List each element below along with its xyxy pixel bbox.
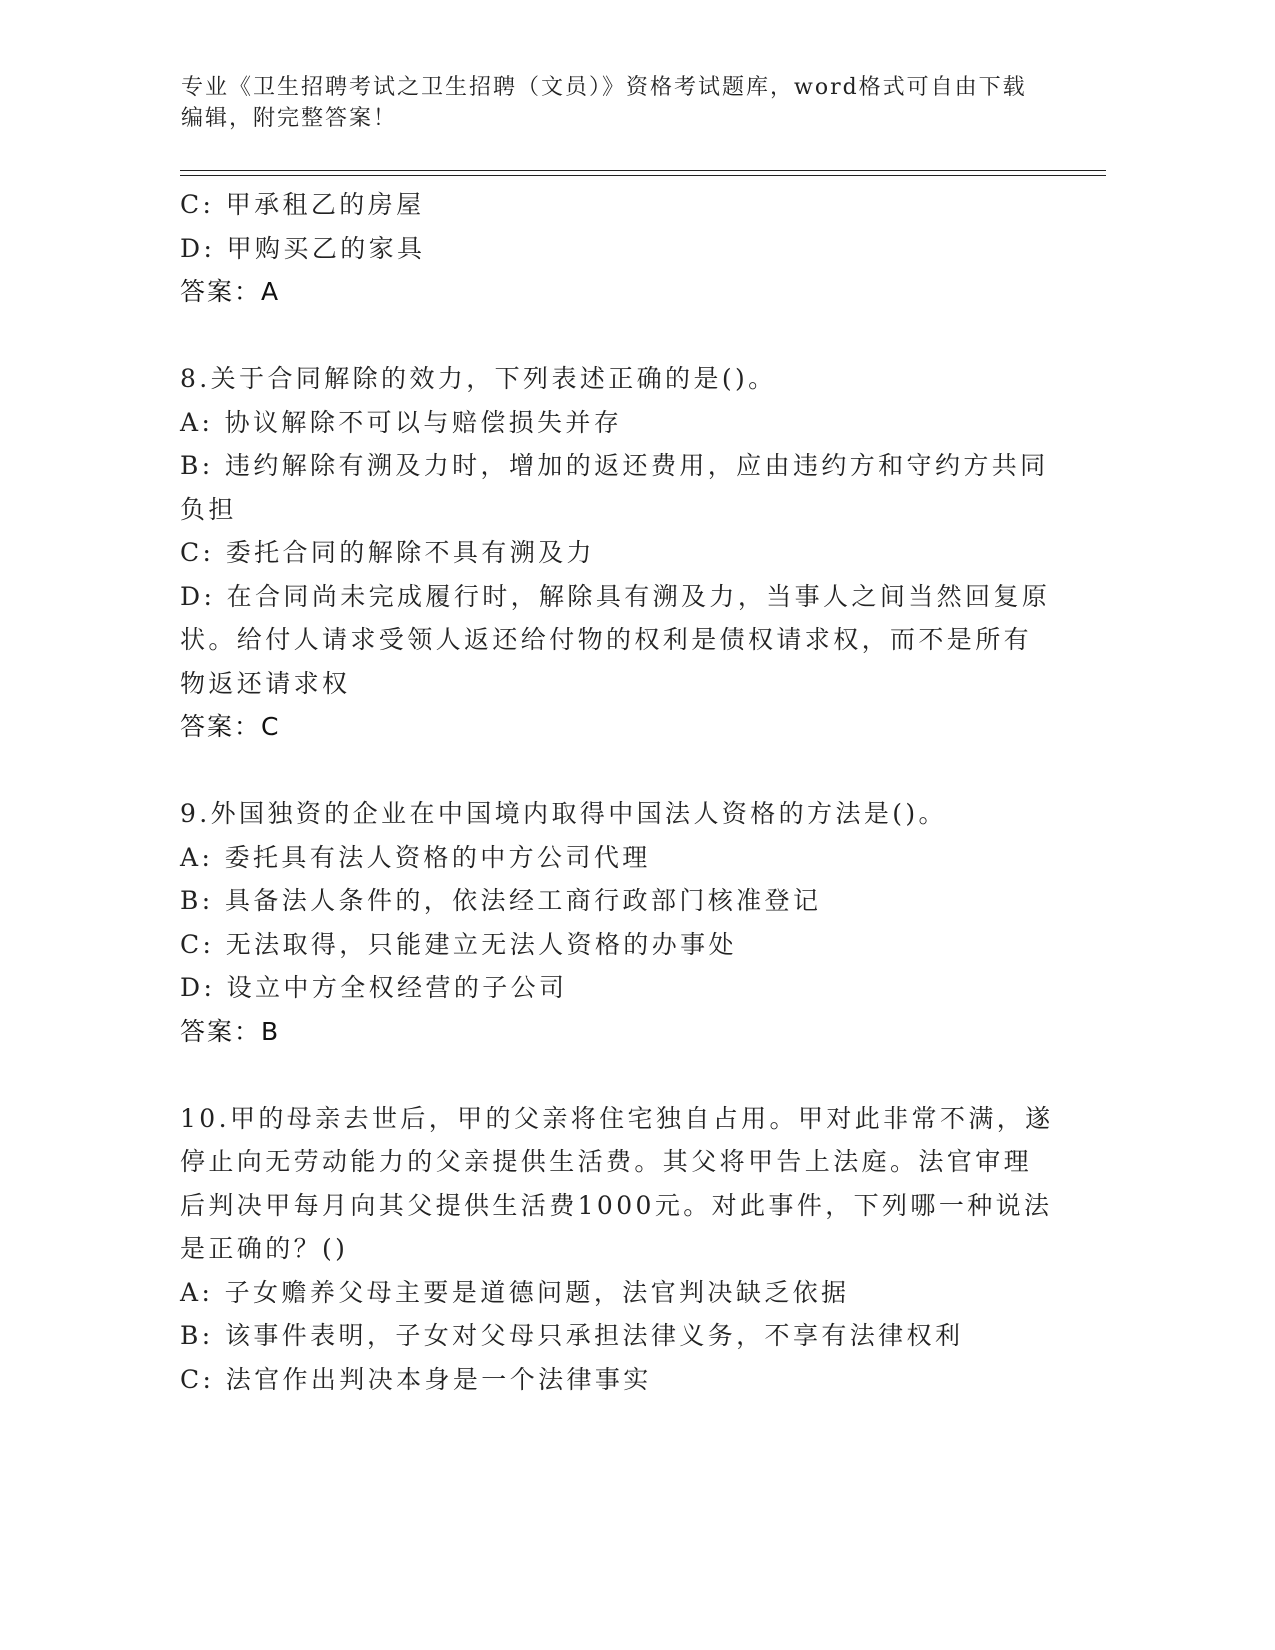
question-text-continued: 后判决甲每月向其父提供生活费1000元。对此事件，下列哪一种说法	[180, 1190, 1053, 1220]
option-c: C: 甲承租乙的房屋	[180, 190, 425, 219]
option-d: D: 在合同尚未完成履行时，解除具有溯及力，当事人之间当然回复原	[180, 581, 1051, 611]
option-d: D: 设立中方全权经营的子公司	[180, 973, 568, 1002]
header-divider-bottom	[180, 175, 1106, 176]
question-8	[180, 357, 1051, 749]
question-text-continued: 停止向无劳动能力的父亲提供生活费。其父将甲告上法庭。法官审理	[180, 1147, 1033, 1176]
header-line-2: 编辑，附完整答案！	[181, 106, 398, 131]
header-divider-top	[180, 170, 1106, 171]
question-text: 9.外国独资的企业在中国境内取得中国法人资格的方法是()。	[180, 799, 947, 828]
question-text: 8.关于合同解除的效力，下列表述正确的是()。	[180, 364, 777, 393]
spacer	[180, 314, 1040, 358]
option-b: B: 该事件表明，子女对父母只承担法律义务，不享有法律权利	[180, 1321, 964, 1350]
option-c: C: 无法取得，只能建立无法人资格的办事处	[180, 929, 737, 959]
option-d: D: 甲购买乙的家具	[180, 233, 426, 263]
option-a: A: 协议解除不可以与赔偿损失并存	[180, 407, 623, 437]
question-text: 10.甲的母亲去世后，甲的父亲将住宅独自占用。甲对此非常不满，遂	[180, 1103, 1054, 1133]
option-a: A: 子女赡养父母主要是道德问题，法官判决缺乏依据	[180, 1277, 850, 1307]
spacer	[180, 749, 1040, 793]
option-b: B: 具备法人条件的，依法经工商行政部门核准登记	[180, 886, 822, 915]
option-b-continued: 负担	[180, 494, 237, 524]
question-10	[180, 1097, 1054, 1402]
option-d-continued: 物返还请求权	[180, 668, 351, 698]
option-d-continued: 状。给付人请求受领人返还给付物的权利是债权请求权，而不是所有	[180, 625, 1033, 654]
option-c: C: 法官作出判决本身是一个法律事实	[180, 1364, 652, 1394]
document-header	[181, 72, 1081, 134]
header-line-1: 专业《卫生招聘考试之卫生招聘（文员）》资格考试题库，word格式可自由下载	[181, 75, 1027, 100]
option-c: C: 委托合同的解除不具有溯及力	[180, 538, 595, 567]
question-7	[180, 183, 1040, 314]
answer: 答案：C	[180, 712, 281, 741]
question-list	[180, 183, 1054, 1401]
answer: 答案：A	[180, 277, 281, 306]
question-9	[180, 792, 1040, 1053]
spacer	[180, 1053, 1040, 1097]
question-text-continued: 是正确的？()	[180, 1234, 349, 1263]
option-a: A: 委托具有法人资格的中方公司代理	[180, 842, 651, 872]
option-b: B: 违约解除有溯及力时，增加的返还费用，应由违约方和守约方共同	[180, 451, 1049, 480]
answer: 答案：B	[180, 1016, 281, 1046]
